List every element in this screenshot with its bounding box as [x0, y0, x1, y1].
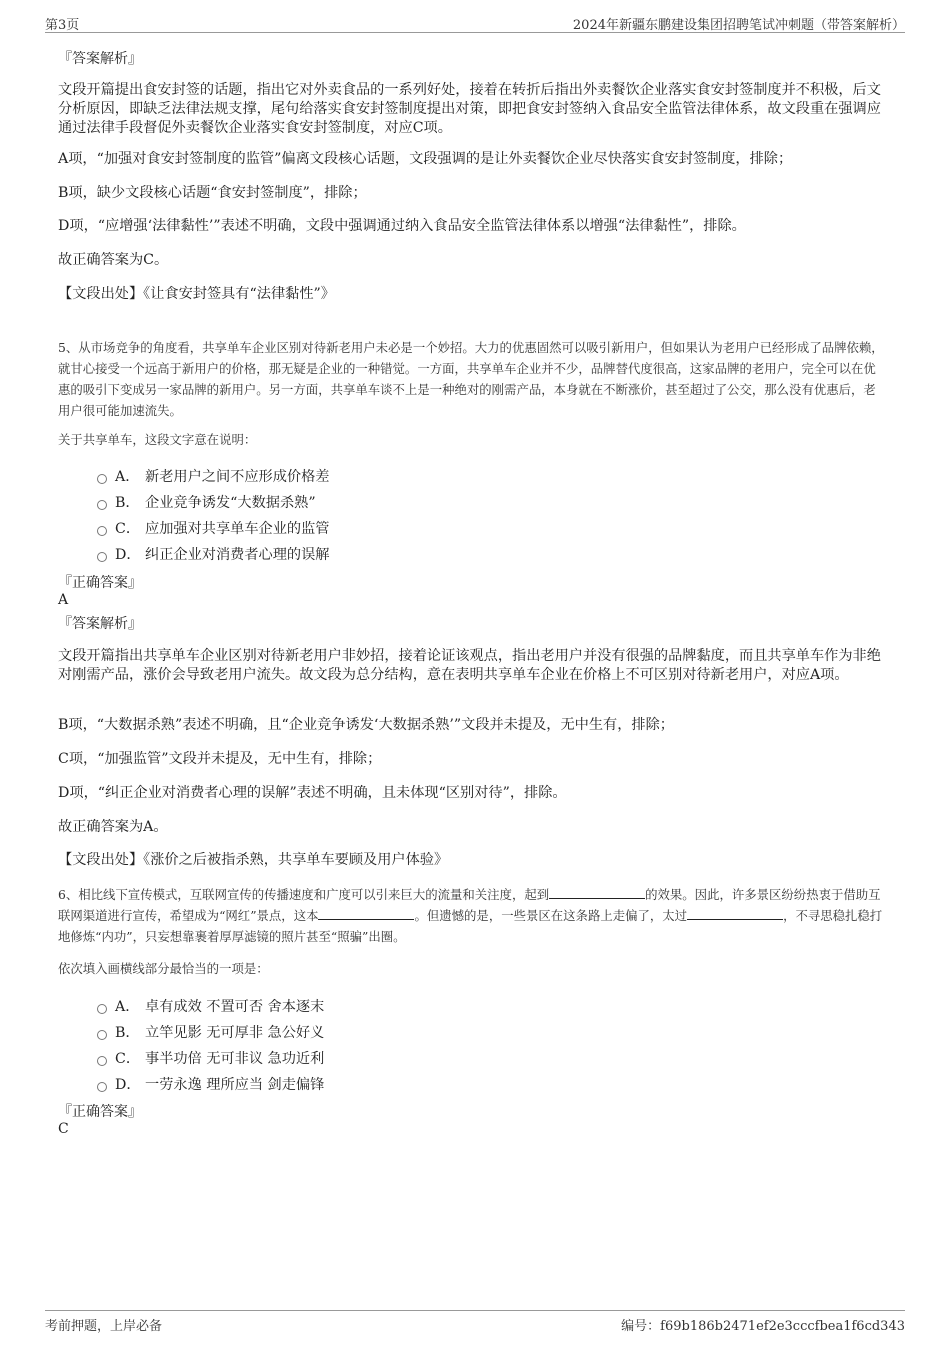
- radio-icon[interactable]: [97, 1004, 107, 1014]
- analysis-option-c: C项，“加强监管”文段并未提及，无中生有，排除；: [58, 751, 382, 767]
- radio-icon[interactable]: [97, 1030, 107, 1040]
- option-a[interactable]: A． 卓有成效 不置可否 舍本逐末: [97, 996, 324, 1018]
- analysis-option-d: D项，“应增强‘法律黏性’”表述不明确，文段中强调通过纳入食品安全监管法律体系以增强“法律黏性”，排除。: [58, 218, 746, 234]
- analysis-source: 【文段出处】《让食安封签具有“法律黏性”》: [58, 286, 335, 302]
- answer-value: C: [58, 1121, 69, 1137]
- question-6-prompt: 依次填入画横线部分最恰当的一项是：: [58, 961, 269, 976]
- analysis-option-b: B项，“大数据杀熟”表述不明确，且“企业竞争诱发‘大数据杀熟’”文段并未提及，无中生有，排除；: [58, 717, 674, 733]
- option-c[interactable]: C． 应加强对共享单车企业的监管: [97, 518, 329, 540]
- page-footer: [45, 1310, 905, 1335]
- answer-label: 『正确答案』: [58, 1104, 142, 1120]
- analysis-intro: 文段开篇提出食安封签的话题，指出它对外卖食品的一系列好处，接着在转折后指出外卖餐饮企业落实食安封签制度并不积极，后文分析原因，即缺乏法律法规支撑，尾句给落实食安封签制度提出对策，即把食安封签纳入食品安全监管法律体系，故文段重在强调应通过法律手段督促外卖餐饮企业落实食安封签制度，对应C项。: [58, 82, 881, 136]
- analysis-label: 『答案解析』: [58, 616, 142, 632]
- answer-label: 『正确答案』: [58, 575, 142, 591]
- document-title: 2024年新疆东鹏建设集团招聘笔试冲刺题（带答案解析）: [572, 18, 905, 33]
- option-c[interactable]: C． 事半功倍 无可非议 急功近利: [97, 1048, 324, 1070]
- page-number: 第3页: [45, 18, 80, 33]
- page-header: [45, 12, 905, 33]
- analysis-option-d: D项，“纠正企业对消费者心理的误解”表述不明确，且未体现“区别对待”，排除。: [58, 785, 567, 801]
- radio-icon[interactable]: [97, 1082, 107, 1092]
- fill-blank-1: [549, 886, 645, 899]
- footer-slogan: 考前押题，上岸必备: [45, 1319, 163, 1334]
- radio-icon[interactable]: [97, 500, 107, 510]
- question-6-stem: 6、相比线下宣传模式，互联网宣传的传播速度和广度可以引来巨大的流量和关注度，起到 的效果。因此，许多景区纷纷热衷于借助互联网渠道进行宣传，希望成为“网红”景点，这本 。但遗憾的是，一些景区在这条路上走偏了，太过 ，不寻思稳扎稳打地修炼“内功”，只妄想靠裹着厚厚滤镜的照片甚至“照骗”出圈。: [58, 887, 883, 944]
- fill-blank-3: [687, 907, 783, 920]
- document-code: 编号：f69b186b2471ef2e3cccfbea1f6cd343: [621, 1319, 905, 1334]
- analysis-conclusion: 故正确答案为A。: [58, 819, 168, 835]
- radio-icon[interactable]: [97, 526, 107, 536]
- option-a[interactable]: A． 新老用户之间不应形成价格差: [97, 466, 329, 488]
- analysis-label: 『答案解析』: [58, 51, 142, 67]
- radio-icon[interactable]: [97, 552, 107, 562]
- question-5-stem: 5、从市场竞争的角度看，共享单车企业区别对待新老用户未必是一个妙招。大力的优惠固然可以吸引新用户，但如果认为老用户已经形成了品牌依赖，就甘心接受一个远高于新用户的价格，那无疑是企业的一种错觉。一方面，共享单车企业并不少，品牌替代度很高，这家品牌的老用户，完全可以在优惠的吸引下变成另一家品牌的新用户。另一方面，共享单车谈不上是一种绝对的刚需产品，本身就在不断涨价，甚至超过了公交，那么没有优惠后，老用户很可能加速流失。: [58, 340, 884, 418]
- analysis-conclusion: 故正确答案为C。: [58, 252, 169, 268]
- analysis-option-a: A项，“加强对食安封签制度的监管”偏离文段核心话题，文段强调的是让外卖餐饮企业尽快落实食安封签制度，排除；: [58, 151, 793, 167]
- analysis-intro: 文段开篇指出共享单车企业区别对待新老用户非妙招，接着论证该观点，指出老用户并没有很强的品牌黏度，而且共享单车作为非绝对刚需产品，涨价会导致老用户流失。故文段为总分结构，意在表明共享单车企业在价格上不可区别对待新老用户，对应A项。: [58, 648, 881, 683]
- answer-value: A: [58, 592, 69, 608]
- option-b[interactable]: B． 立竿见影 无可厚非 急公好义: [97, 1022, 324, 1044]
- option-d[interactable]: D． 纠正企业对消费者心理的误解: [97, 544, 329, 566]
- question-5-prompt: 关于共享单车，这段文字意在说明：: [58, 432, 257, 447]
- radio-icon[interactable]: [97, 1056, 107, 1066]
- option-d[interactable]: D． 一劳永逸 理所应当 剑走偏锋: [97, 1074, 324, 1096]
- radio-icon[interactable]: [97, 474, 107, 484]
- analysis-source: 【文段出处】《涨价之后被指杀熟，共享单车要顾及用户体验》: [58, 852, 449, 868]
- fill-blank-2: [318, 907, 414, 920]
- option-b[interactable]: B． 企业竞争诱发“大数据杀熟”: [97, 492, 316, 514]
- analysis-option-b: B项，缺少文段核心话题“食安封签制度”，排除；: [58, 185, 367, 201]
